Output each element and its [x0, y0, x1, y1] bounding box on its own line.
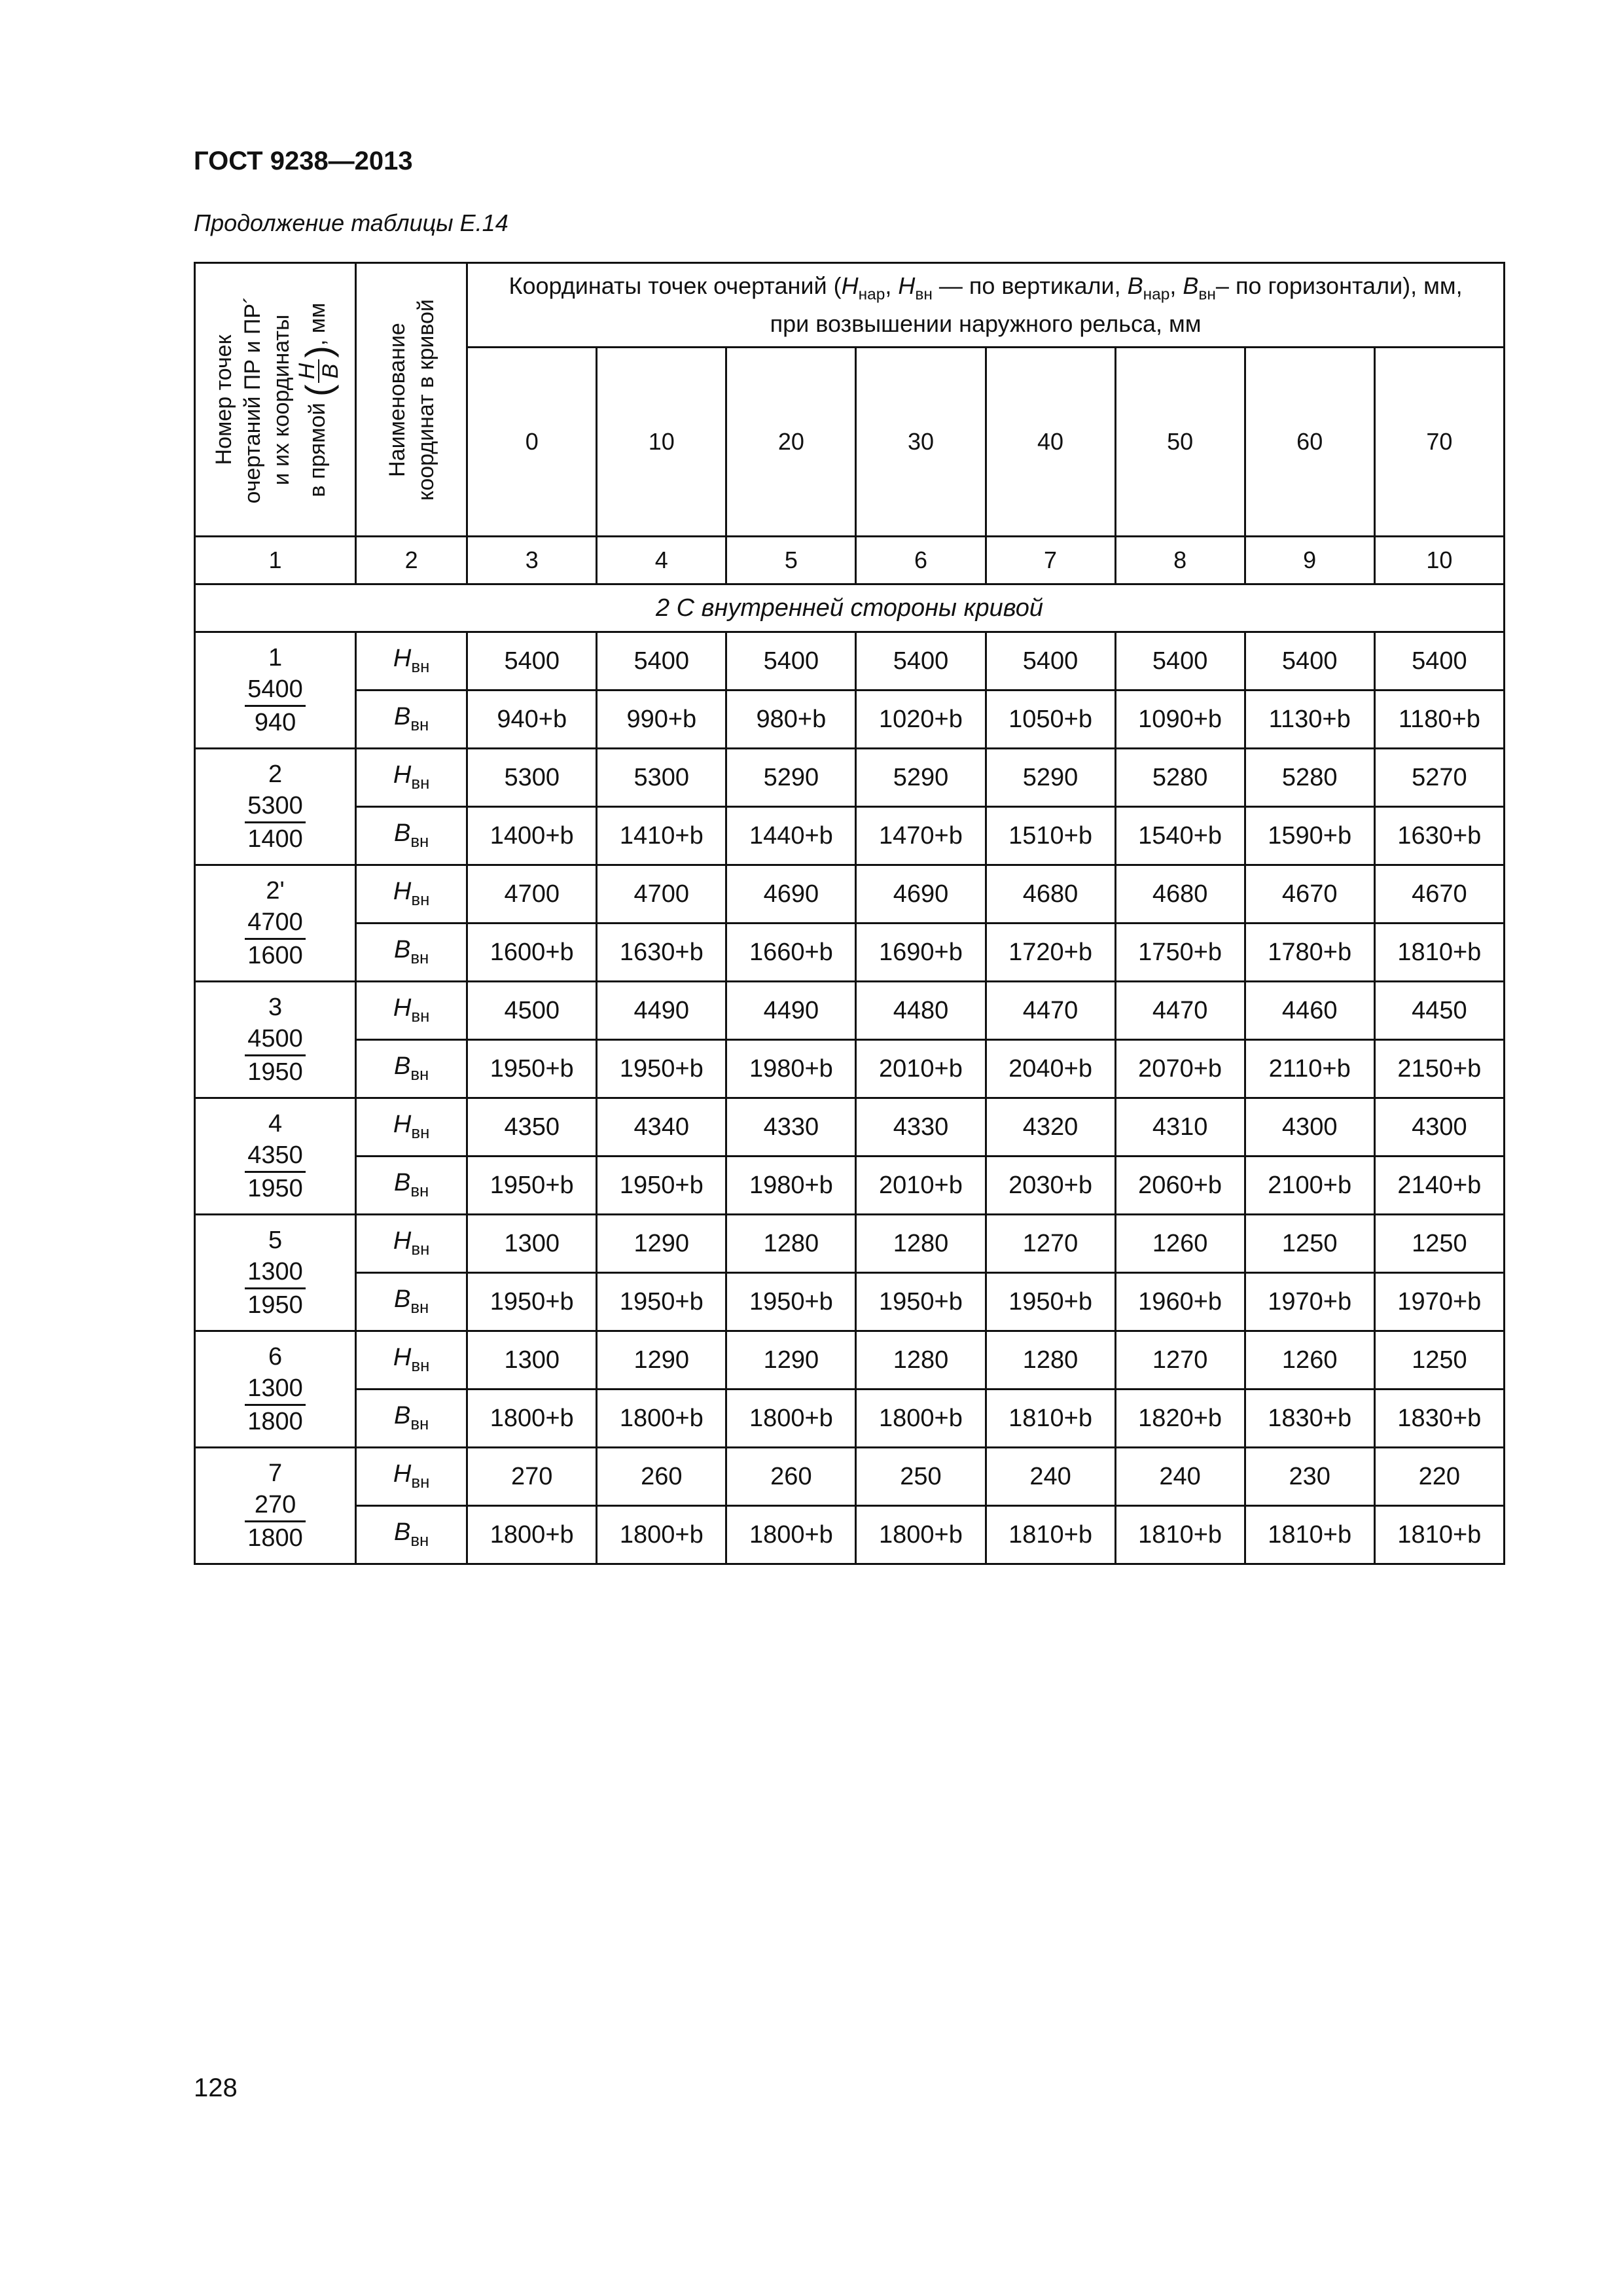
b-value: 2010+b	[856, 1040, 986, 1098]
page-number: 128	[194, 2073, 238, 2102]
h-value: 5400	[467, 632, 597, 691]
b-value: 1440+b	[726, 807, 856, 865]
h-value: 260	[597, 1448, 726, 1506]
table-row	[195, 632, 1505, 691]
h-value: 5280	[1115, 749, 1245, 807]
b-value: 2150+b	[1374, 1040, 1504, 1098]
h-value: 1270	[986, 1215, 1115, 1273]
h-value: 4680	[1115, 865, 1245, 924]
coord-b-label: $B_{вн}$	[356, 1273, 467, 1331]
b-value: 1750+b	[1115, 924, 1245, 982]
column-number: 1	[195, 537, 356, 584]
h-value: 1250	[1245, 1215, 1374, 1273]
h-value: 4500	[467, 982, 597, 1040]
b-value: 980+b	[726, 691, 856, 749]
b-value: 940+b	[467, 691, 597, 749]
point-label: 2 $\frac{5300}{1400}$	[195, 749, 356, 865]
b-value: 1830+b	[1245, 1390, 1374, 1448]
coord-b-label: $B_{вн}$	[356, 1390, 467, 1448]
coord-h-label: $H_{вн}$	[356, 1215, 467, 1273]
b-value: 1400+b	[467, 807, 597, 865]
b-value: 1630+b	[597, 924, 726, 982]
b-value: 1800+b	[467, 1506, 597, 1564]
table-row	[195, 749, 1505, 807]
header-coordinate-name: Наименование координат в кривой	[356, 263, 467, 537]
coord-b-label: $B_{вн}$	[356, 924, 467, 982]
coordinates-table	[194, 262, 1505, 1565]
h-value: 5270	[1374, 749, 1504, 807]
table-row	[195, 1157, 1505, 1215]
column-number: 2	[356, 537, 467, 584]
b-value: 1950+b	[856, 1273, 986, 1331]
h-value: 1280	[986, 1331, 1115, 1390]
b-value: 990+b	[597, 691, 726, 749]
table-row	[195, 865, 1505, 924]
h-value: 1250	[1374, 1215, 1504, 1273]
h-value: 4470	[986, 982, 1115, 1040]
column-number: 8	[1115, 537, 1245, 584]
h-value: 4690	[726, 865, 856, 924]
section-title: 2 С внутренней стороны кривой	[195, 584, 1505, 632]
b-value: 1590+b	[1245, 807, 1374, 865]
elevation-header: 10	[597, 348, 726, 537]
coord-b-label: $B_{вн}$	[356, 1157, 467, 1215]
h-value: 5280	[1245, 749, 1374, 807]
b-value: 1050+b	[986, 691, 1115, 749]
b-value: 1800+b	[467, 1390, 597, 1448]
b-value: 1540+b	[1115, 807, 1245, 865]
table-row	[195, 924, 1505, 982]
b-value: 1780+b	[1245, 924, 1374, 982]
b-value: 2070+b	[1115, 1040, 1245, 1098]
b-value: 2040+b	[986, 1040, 1115, 1098]
coord-h-label: $H_{вн}$	[356, 1448, 467, 1506]
point-label: 1 $\frac{5400}{940}$	[195, 632, 356, 749]
h-value: 1250	[1374, 1331, 1504, 1390]
h-value: 1300	[467, 1215, 597, 1273]
b-value: 1980+b	[726, 1040, 856, 1098]
table-row	[195, 1506, 1505, 1564]
h-value: 5300	[467, 749, 597, 807]
coord-b-label: $B_{вн}$	[356, 807, 467, 865]
h-value: 4690	[856, 865, 986, 924]
table-continuation-caption: Продолжение таблицы Е.14	[194, 209, 508, 236]
b-value: 1830+b	[1374, 1390, 1504, 1448]
b-value: 1720+b	[986, 924, 1115, 982]
b-value: 2030+b	[986, 1157, 1115, 1215]
table-row	[195, 1215, 1505, 1273]
b-value: 1510+b	[986, 807, 1115, 865]
table-row	[195, 691, 1505, 749]
point-label: 6 $\frac{1300}{1800}$	[195, 1331, 356, 1448]
h-value: 5400	[1115, 632, 1245, 691]
coord-h-label: $H_{вн}$	[356, 1098, 467, 1157]
table-row	[195, 1273, 1505, 1331]
b-value: 1130+b	[1245, 691, 1374, 749]
b-value: 1950+b	[597, 1273, 726, 1331]
b-value: 1800+b	[856, 1506, 986, 1564]
h-value: 5400	[597, 632, 726, 691]
h-value: 5400	[986, 632, 1115, 691]
column-number: 9	[1245, 537, 1374, 584]
h-value: 4490	[726, 982, 856, 1040]
b-value: 1810+b	[1245, 1506, 1374, 1564]
coord-h-label: $H_{вн}$	[356, 982, 467, 1040]
b-value: 1800+b	[597, 1506, 726, 1564]
h-value: 5300	[597, 749, 726, 807]
h-value: 1290	[726, 1331, 856, 1390]
elevation-header: 50	[1115, 348, 1245, 537]
coord-b-label: $B_{вн}$	[356, 1040, 467, 1098]
b-value: 1950+b	[467, 1273, 597, 1331]
column-number: 6	[856, 537, 986, 584]
table-row	[195, 1098, 1505, 1157]
b-value: 1810+b	[986, 1506, 1115, 1564]
h-value: 4310	[1115, 1098, 1245, 1157]
h-value: 1260	[1245, 1331, 1374, 1390]
b-value: 1800+b	[726, 1506, 856, 1564]
b-value: 1820+b	[1115, 1390, 1245, 1448]
table-row	[195, 807, 1505, 865]
h-value: 4670	[1245, 865, 1374, 924]
h-over-b-fraction: H B	[296, 359, 342, 383]
h-value: 4480	[856, 982, 986, 1040]
column-number: 10	[1374, 537, 1504, 584]
h-value: 4470	[1115, 982, 1245, 1040]
coord-b-label: $B_{вн}$	[356, 691, 467, 749]
point-label: 7 $\frac{270}{1800}$	[195, 1448, 356, 1564]
elevation-header: 70	[1374, 348, 1504, 537]
h-value: 4300	[1374, 1098, 1504, 1157]
column-number: 3	[467, 537, 597, 584]
b-value: 1950+b	[467, 1157, 597, 1215]
h-value: 4320	[986, 1098, 1115, 1157]
h-value: 1280	[856, 1215, 986, 1273]
elevation-header: 0	[467, 348, 597, 537]
b-value: 1690+b	[856, 924, 986, 982]
point-label: 4 $\frac{4350}{1950}$	[195, 1098, 356, 1215]
h-value: 230	[1245, 1448, 1374, 1506]
b-value: 2010+b	[856, 1157, 986, 1215]
coord-h-label: $H_{вн}$	[356, 632, 467, 691]
h-value: 5400	[1245, 632, 1374, 691]
b-value: 1950+b	[467, 1040, 597, 1098]
h-value: 240	[1115, 1448, 1245, 1506]
coord-b-label: $B_{вн}$	[356, 1506, 467, 1564]
elevation-header: 40	[986, 348, 1115, 537]
b-value: 1950+b	[597, 1040, 726, 1098]
h-value: 250	[856, 1448, 986, 1506]
header-coordinates: Координаты точек очертаний ($H_{нар}$, $H_{вн}$ — по вертикали, $B_{нар}$, $B_{вн}-$ по горизонтали), мм, при возвышении наружного рельса, мм	[467, 263, 1505, 348]
h-value: 270	[467, 1448, 597, 1506]
column-number: 5	[726, 537, 856, 584]
b-value: 1980+b	[726, 1157, 856, 1215]
b-value: 1800+b	[856, 1390, 986, 1448]
b-value: 1970+b	[1245, 1273, 1374, 1331]
point-label: 2' $\frac{4700}{1600}$	[195, 865, 356, 982]
b-value: 1410+b	[597, 807, 726, 865]
b-value: 1960+b	[1115, 1273, 1245, 1331]
point-label: 3 $\frac{4500}{1950}$	[195, 982, 356, 1098]
elevation-header: 30	[856, 348, 986, 537]
h-value: 1280	[856, 1331, 986, 1390]
b-value: 2140+b	[1374, 1157, 1504, 1215]
b-value: 1800+b	[597, 1390, 726, 1448]
b-value: 1660+b	[726, 924, 856, 982]
coord-h-label: $H_{вн}$	[356, 1331, 467, 1390]
h-value: 4700	[467, 865, 597, 924]
h-value: 5290	[986, 749, 1115, 807]
h-value: 5400	[1374, 632, 1504, 691]
h-value: 5290	[726, 749, 856, 807]
b-value: 1950+b	[597, 1157, 726, 1215]
b-value: 2060+b	[1115, 1157, 1245, 1215]
h-value: 4300	[1245, 1098, 1374, 1157]
h-value: 240	[986, 1448, 1115, 1506]
table-row	[195, 1040, 1505, 1098]
h-value: 1270	[1115, 1331, 1245, 1390]
column-number: 4	[597, 537, 726, 584]
h-value: 5400	[726, 632, 856, 691]
h-value: 4680	[986, 865, 1115, 924]
coord-h-label: $H_{вн}$	[356, 749, 467, 807]
b-value: 1810+b	[1374, 924, 1504, 982]
header-point-number: Номер точек очертаний ПР и ПР´ и их координаты в прямой ( H B ), мм	[195, 263, 356, 537]
table-row	[195, 1390, 1505, 1448]
h-value: 4330	[856, 1098, 986, 1157]
b-value: 1180+b	[1374, 691, 1504, 749]
table-row	[195, 1331, 1505, 1390]
h-value: 1290	[597, 1215, 726, 1273]
table-row	[195, 982, 1505, 1040]
h-value: 1290	[597, 1331, 726, 1390]
h-value: 4460	[1245, 982, 1374, 1040]
b-value: 1970+b	[1374, 1273, 1504, 1331]
h-value: 1300	[467, 1331, 597, 1390]
b-value: 1630+b	[1374, 807, 1504, 865]
b-value: 1950+b	[726, 1273, 856, 1331]
table-row	[195, 1448, 1505, 1506]
b-value: 1810+b	[1374, 1506, 1504, 1564]
h-value: 4350	[467, 1098, 597, 1157]
column-number: 7	[986, 537, 1115, 584]
elevation-header: 20	[726, 348, 856, 537]
h-value: 1280	[726, 1215, 856, 1273]
h-value: 220	[1374, 1448, 1504, 1506]
b-value: 1600+b	[467, 924, 597, 982]
h-value: 4450	[1374, 982, 1504, 1040]
b-value: 2110+b	[1245, 1040, 1374, 1098]
h-value: 1260	[1115, 1215, 1245, 1273]
coord-h-label: $H_{вн}$	[356, 865, 467, 924]
b-value: 1470+b	[856, 807, 986, 865]
standard-title: ГОСТ 9238—2013	[194, 147, 413, 175]
b-value: 1810+b	[1115, 1506, 1245, 1564]
h-value: 4700	[597, 865, 726, 924]
h-value: 5400	[856, 632, 986, 691]
b-value: 2100+b	[1245, 1157, 1374, 1215]
b-value: 1810+b	[986, 1390, 1115, 1448]
h-value: 260	[726, 1448, 856, 1506]
h-value: 4670	[1374, 865, 1504, 924]
h-value: 5290	[856, 749, 986, 807]
point-label: 5 $\frac{1300}{1950}$	[195, 1215, 356, 1331]
b-value: 1020+b	[856, 691, 986, 749]
b-value: 1800+b	[726, 1390, 856, 1448]
b-value: 1090+b	[1115, 691, 1245, 749]
h-value: 4330	[726, 1098, 856, 1157]
h-value: 4340	[597, 1098, 726, 1157]
h-value: 4490	[597, 982, 726, 1040]
b-value: 1950+b	[986, 1273, 1115, 1331]
elevation-header: 60	[1245, 348, 1374, 537]
